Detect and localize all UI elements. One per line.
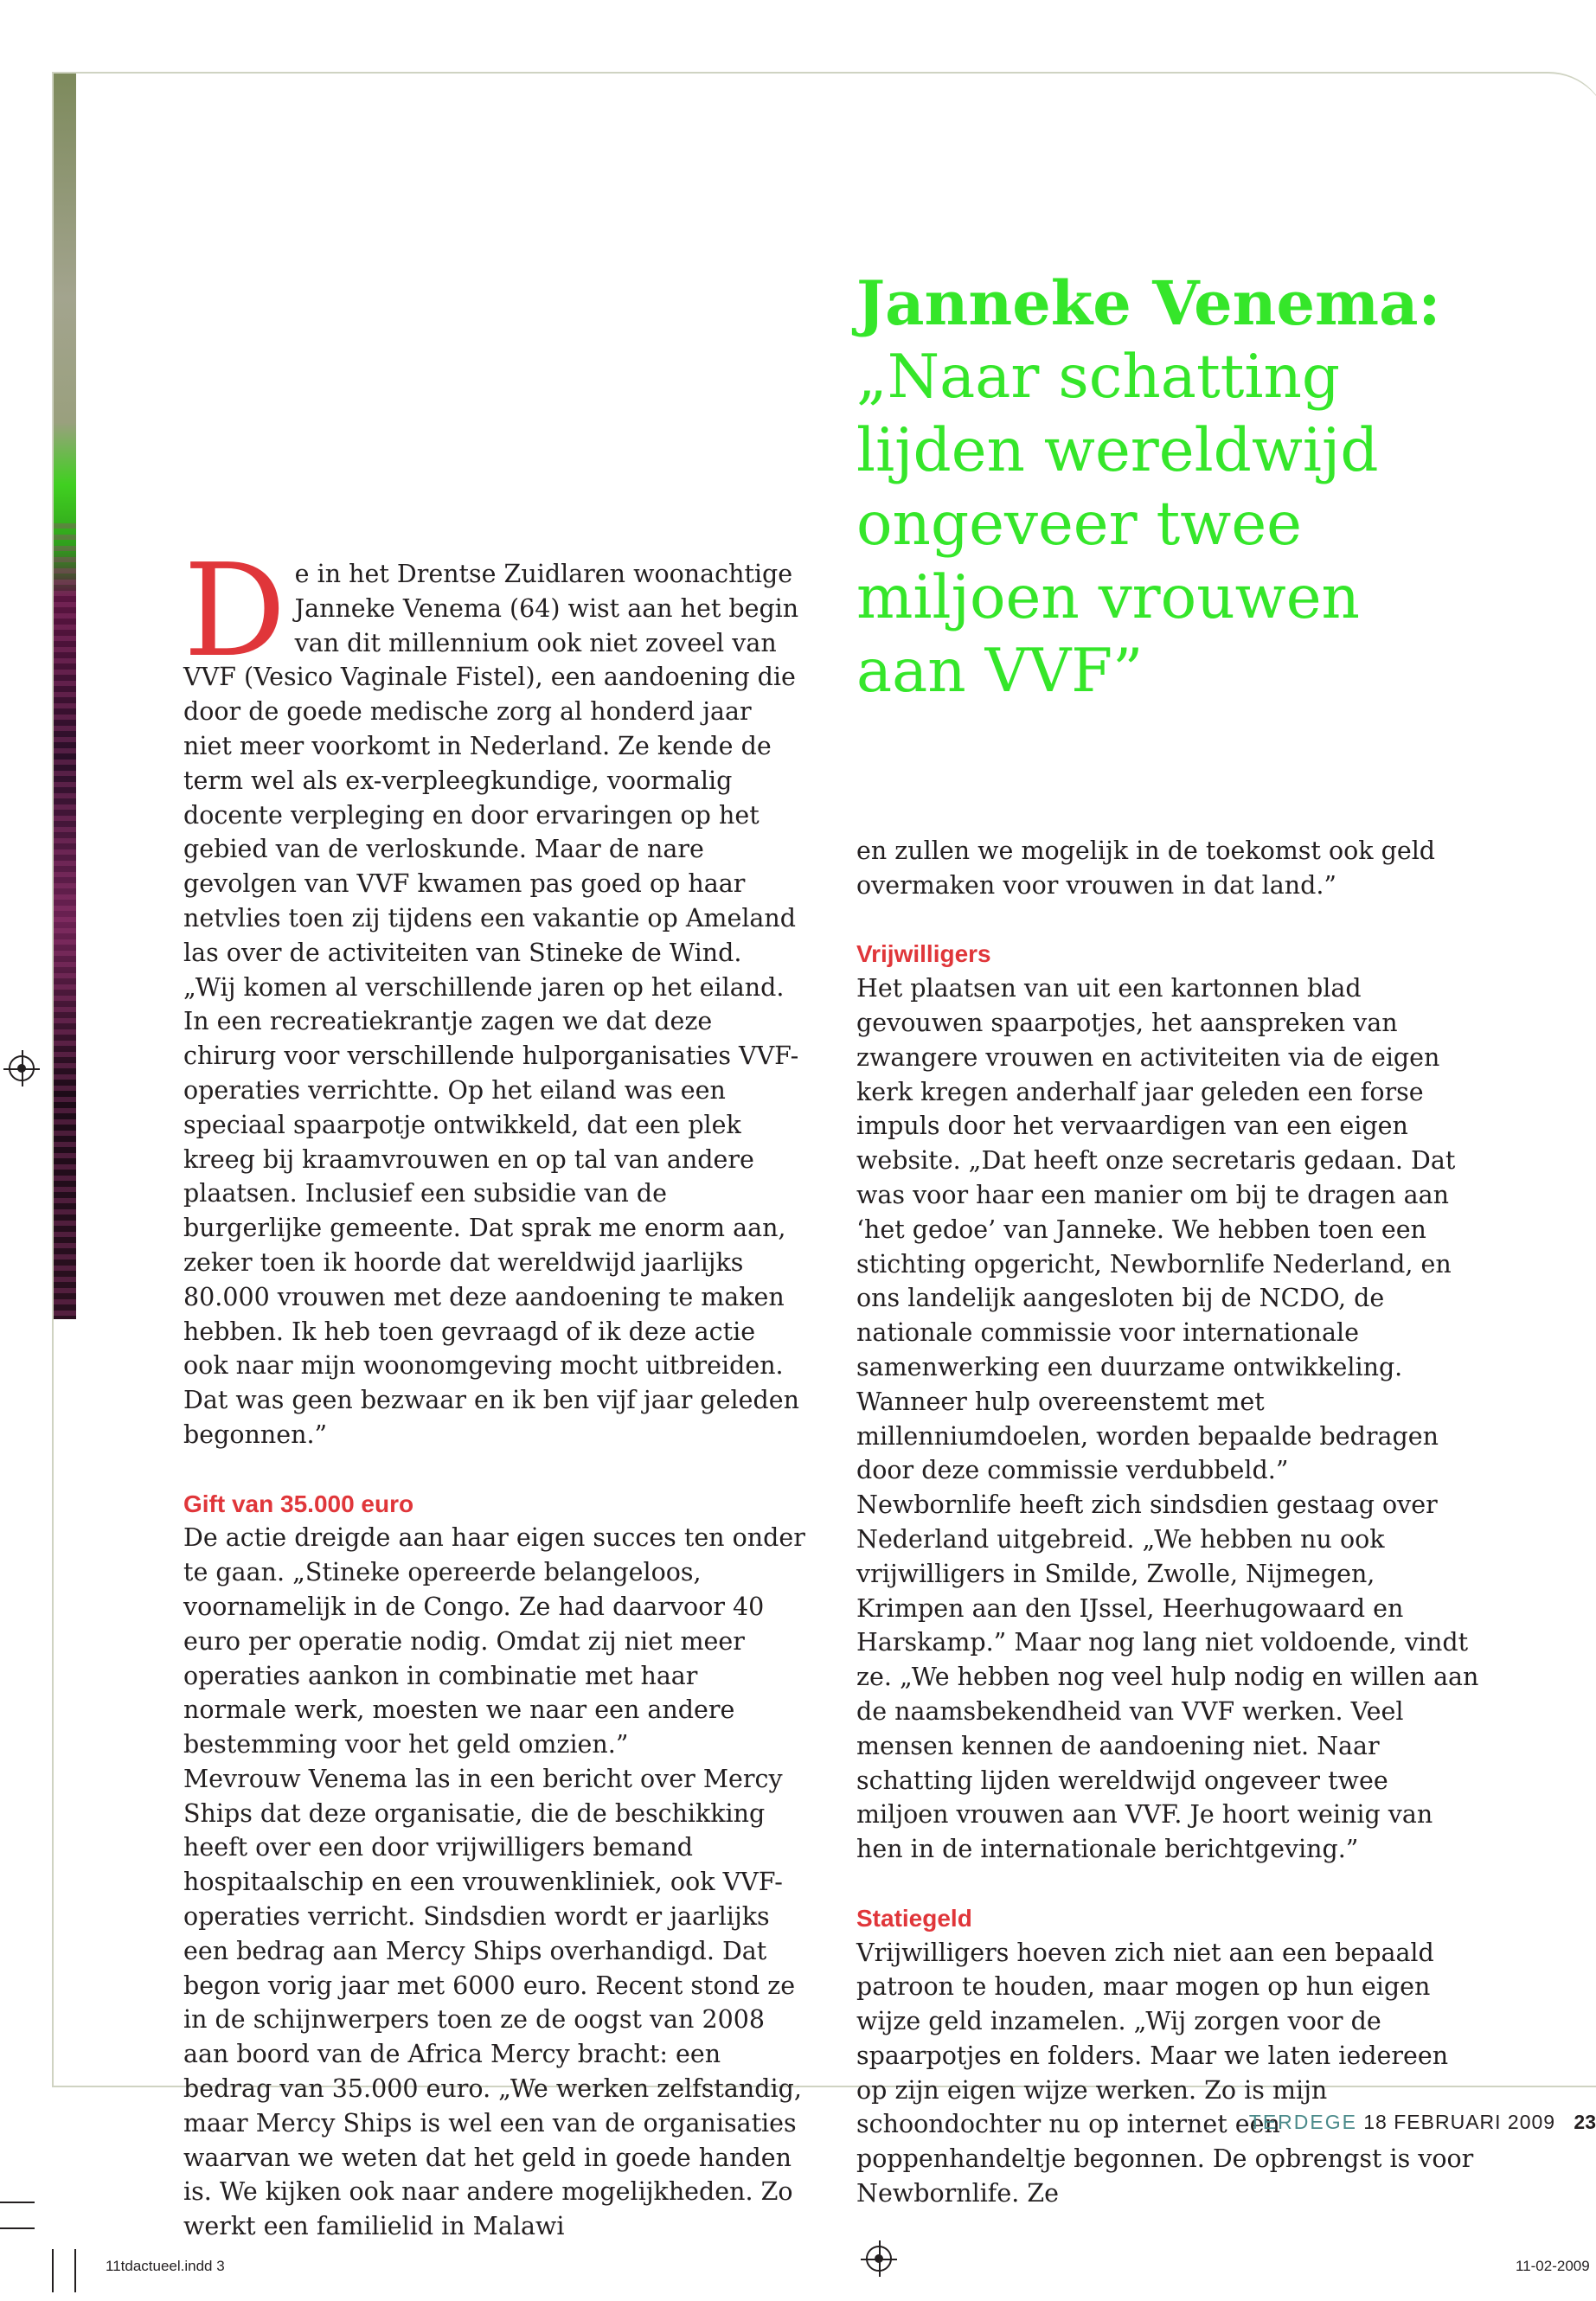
- body-paragraph: De actie dreigde aan haar eigen succes ten onder te gaan. „Stineke opereerde belangeloos, voornamelijk in de Congo. Ze had daarvoor 40 euro per operatie nodig. Omdat zij niet meer operaties aankon in combinatie met haar normale werk, moesten we naar een andere bestemming voor het geld omzien.”: [183, 1523, 805, 1759]
- body-paragraph: Mevrouw Venema las in een bericht over Mercy Ships dat deze organisatie, die de beschikking heeft over een door vrijwilligers bemand hospitaalschip en een vrouwenkliniek, ook VVF-operaties verricht. Sindsdien wordt er jaarlijks een bedrag aan Mercy Ships overhandigd. Dat begon vorig jaar met 6000 euro. Recent stond ze in de schijnwerpers toen ze de oogst van 2008 aan boord van de Africa Mercy bracht: een bedrag van 35.000 euro. „We werken zelfstandig, maar Mercy Ships is wel een van de organisaties waarvan we weten dat het geld in goede handen is. We kijken ook naar andere mogelijkheden. Zo werkt een familielid in Malawi: [183, 1764, 802, 2241]
- slug-filename: 11tdactueel.indd 3: [106, 2258, 225, 2274]
- crop-mark: [0, 2227, 35, 2229]
- registration-mark-icon: [9, 1055, 35, 1081]
- headline-quote: „Naar schatting lijden wereldwijd ongeveer twee miljoen vrouwen aan VVF”: [856, 343, 1379, 706]
- body-paragraph: „Wij komen al verschillende jaren op het eiland. In een recreatiekrantje zagen we dat deze chirurg voor verschillende hulporganisaties VVF-operaties verrichtte. Op het eiland was een speciaal spaarpotje ontwikkeld, dat een plek kreeg bij kraamvrouwen en op tal van andere plaatsen. Inclusief een subsidie van de burgerlijke gemeente. Dat sprak me enorm aan, zeker toen ik hoorde dat wereldwijd jaarlijks 80.000 vrouwen met deze aandoening te maken hebben. Ik heb toen gevraagd of ik deze actie ook naar mijn woonomgeving mocht uitbreiden. Dat was geen bezwaar en ik ben vijf jaar geleden begonnen.”: [183, 972, 799, 1449]
- body-paragraph: Het plaatsen van uit een kartonnen blad gevouwen spaarpotjes, het aanspreken van zwangere vrouwen en activiteiten via de eigen kerk kregen anderhalf jaar geleden een forse impuls door het vervaardigen van een eigen website. „Dat heeft onze secretaris gedaan. Dat was voor haar een manier om bij te dragen aan ‘het gedoe’ van Janneke. We hebben toen een stichting opgericht, Newbornlife Nederland, en ons landelijk aangesloten bij de NCDO, de nationale commissie voor internationale samenwerking een duurzame ontwikkeling. Wanneer hulp overeenstemt met millenniumdoelen, worden bepaalde bedragen door deze commissie verdubbeld.”: [856, 974, 1456, 1485]
- headline: [856, 266, 1531, 708]
- article-column-left: [183, 536, 806, 2244]
- folio-magazine: TERDEGE: [1248, 2111, 1357, 2133]
- crop-mark: [0, 2202, 35, 2203]
- article-column-right: [856, 834, 1484, 2211]
- body-paragraph: Vrijwilligers hoeven zich niet aan een bepaald patroon te houden, maar mogen op hun eigen wijze geld inzamelen. „Wij zorgen voor de spaarpotjes en folders. Maar we laten iedereen op zijn eigen wijze werken. Zo is mijn schoondochter nu op internet een poppenhandeltje begonnen. De opbrengst is voor Newbornlife. Ze: [856, 1938, 1474, 2208]
- crop-mark: [52, 2249, 54, 2292]
- subhead-gift: Gift van 35.000 euro: [183, 1490, 414, 1517]
- intro-text: e in het Drentse Zuidlaren woonachtige Janneke Venema (64) wist aan het begin van dit millennium ook niet zoveel van VVF (Vesico Vaginale Fistel), een aandoening die door de goede medische zorg al honderd jaar niet meer voorkomt in Nederland. Ze kende de term wel als ex-verpleegkundige, voormalig docente verpleging en door ervaringen op het gebied van de verloskunde. Maar de nare gevolgen van VVF kwamen pas goed op haar netvlies toen zij tijdens een vakantie op Ameland las over de activiteiten van Stineke de Wind.: [183, 560, 799, 967]
- intro-paragraph: [183, 536, 806, 971]
- registration-mark-icon: [866, 2246, 892, 2272]
- headline-name: Janneke Venema:: [856, 267, 1441, 339]
- folio-date: 18 FEBRUARI 2009: [1363, 2111, 1556, 2133]
- body-paragraph: Newbornlife heeft zich sindsdien gestaag over Nederland uitgebreid. „We hebben nu ook vrijwilligers in Smilde, Zwolle, Nijmegen, Krimpen aan den IJssel, Heerhugowaard en Harskamp.” Maar nog lang niet voldoende, vindt ze. „We hebben nog veel hulp nodig en willen aan de naamsbekendheid van VVF werken. Veel mensen kennen de aandoening niet. Naar schatting lijden wereldwijd ongeveer twee miljoen vrouwen aan VVF. Je hoort weinig van hen in de internationale berichtgeving.”: [856, 1490, 1479, 1864]
- dropcap: D: [183, 536, 286, 685]
- slug-date: 11-02-2009: [1516, 2258, 1590, 2274]
- folio-page-number: 23: [1574, 2111, 1596, 2133]
- subhead-vrijwilligers: Vrijwilligers: [856, 940, 991, 968]
- body-paragraph: en zullen we mogelijk in de toekomst ook geld overmaken voor vrouwen in dat land.”: [856, 836, 1436, 900]
- subhead-statiegeld: Statiegeld: [856, 1904, 972, 1932]
- crop-mark: [74, 2249, 76, 2292]
- photo-strip: [54, 74, 76, 1319]
- folio: [1249, 2111, 1596, 2145]
